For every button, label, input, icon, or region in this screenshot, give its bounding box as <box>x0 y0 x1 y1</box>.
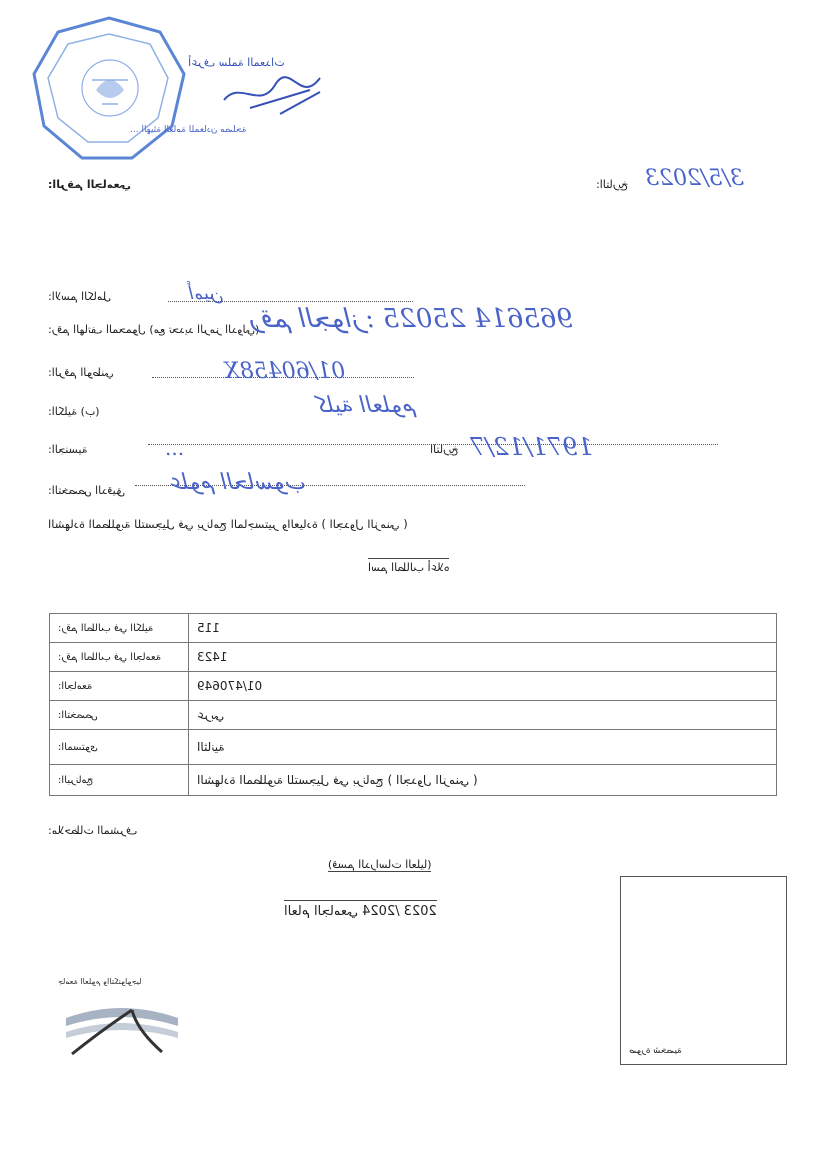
date-value: 3/5/2023 <box>645 166 744 191</box>
row-label: رقم الطالب في الكلية: <box>50 614 189 643</box>
table-row <box>50 614 777 643</box>
row-value: ( الجدول الزمني ) الشهادة المطلوبة للتسجيل في برنامج <box>189 765 777 796</box>
table-row <box>50 643 777 672</box>
signature-line: اسم الطالب أعلاه <box>368 558 449 574</box>
info-table <box>49 613 777 796</box>
official-seal-icon <box>32 14 187 164</box>
row-value: 01/470649 <box>189 672 777 701</box>
table-row <box>50 730 777 765</box>
row-value: 115 <box>189 614 777 643</box>
statement: ( الجدول الزمني ) الشهادة المطلوبة للتسجيل في برنامج الماجستير والعيادة <box>48 517 408 531</box>
row-label: المستوى: <box>50 730 189 765</box>
row-label: رقم الطالب في الجامعة: <box>50 643 189 672</box>
stamp-caption: الهيئة العامة للمعادن مصلحة ... <box>130 125 247 135</box>
signature <box>220 70 330 120</box>
row-value: الثانية <box>189 730 777 765</box>
student-number-label: الرقم الجامعي: <box>48 178 131 191</box>
field-value: 01/60458X <box>224 359 346 384</box>
row-value: 1423 <box>189 643 777 672</box>
field-label: رقم الهاتف المحمول (مع تحديد الرمز الدولي): <box>48 323 260 336</box>
table-row <box>50 765 777 796</box>
row-label: البرنامج: <box>50 765 189 796</box>
field-label: الجنسية: <box>48 443 88 456</box>
university-logo-icon <box>62 1000 182 1060</box>
photo-box <box>620 876 787 1065</box>
field-label: التخصص الدقيق: <box>48 484 125 497</box>
table-row <box>50 701 777 730</box>
logo-text: جامعة العلوم والتكنولوجيا <box>58 977 142 986</box>
supervisor-notes-label: ملاحظات المشرف: <box>48 824 138 837</box>
field-value: أمين <box>190 283 224 304</box>
stamp-top-line: أعرف سلمة المعدات <box>188 56 285 69</box>
date-label: التاريخ: <box>596 178 629 191</box>
dept-line: (قسم الدراسات العليا) <box>328 858 432 871</box>
field-value: كلية العلوم <box>318 393 417 418</box>
row-value: عربي <box>189 701 777 730</box>
field-value: علوم الحاسوب <box>170 470 307 495</box>
field-extra-label: التاريخ <box>430 443 459 456</box>
photo-caption: صورة شخصية <box>629 1046 682 1056</box>
field-extra-value: 1971/12/7 <box>470 433 594 461</box>
field-label: الاسم الكامل: <box>48 290 112 303</box>
field-value: ... <box>165 436 185 460</box>
table-row <box>50 672 777 701</box>
academic-year: 2023 /2024 العام الجامعي <box>284 900 437 919</box>
field-label: الكلية (ب): <box>48 405 100 418</box>
field-value: 965614 رقم الجواز: 25025 <box>250 304 573 334</box>
field-label: الرقم الوطني: <box>48 366 114 379</box>
row-label: الجامعة: <box>50 672 189 701</box>
row-label: التخصص: <box>50 701 189 730</box>
